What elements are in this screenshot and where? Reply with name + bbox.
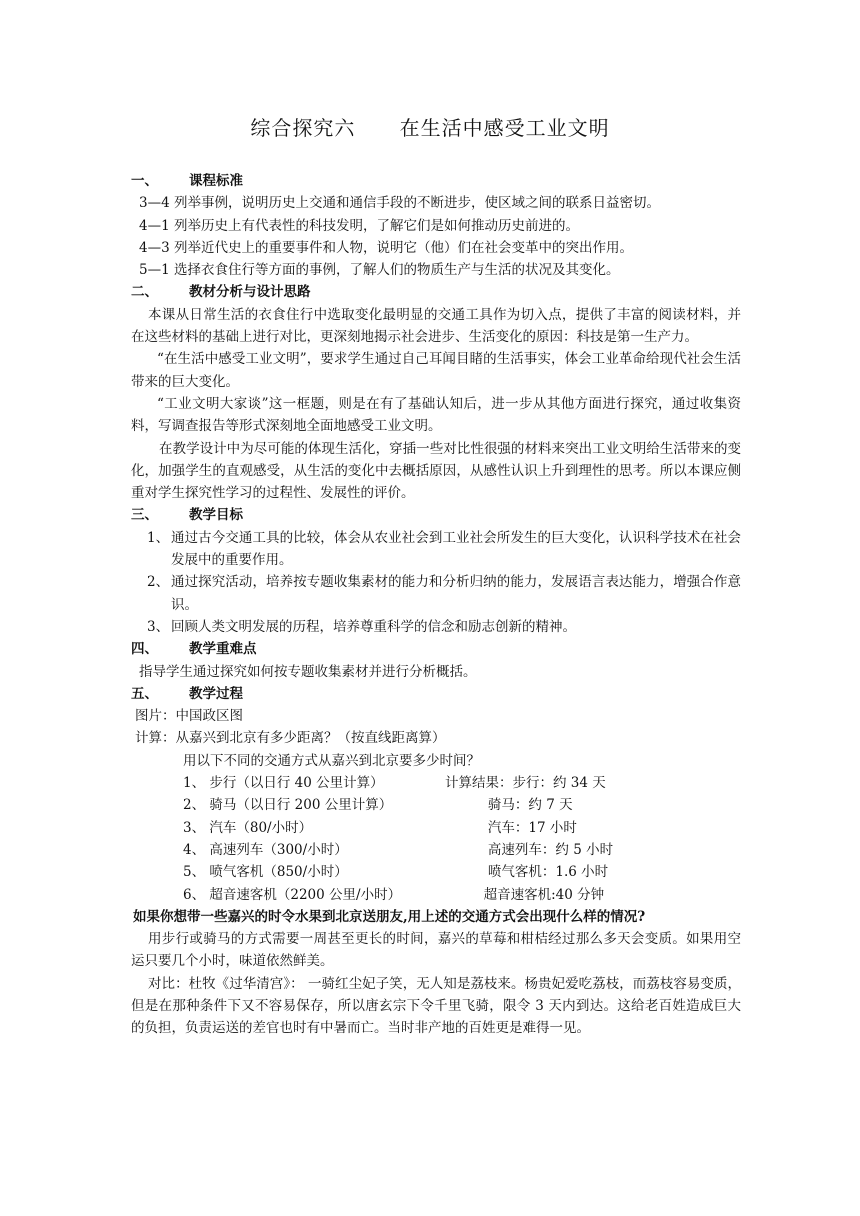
goal-item [131, 616, 741, 638]
goal-item [131, 571, 741, 616]
analysis-paragraph: “在生活中感受工业文明”，要求学生通过自己耳闻目睹的生活事实，体会工业革命给现代社会生活带来的巨大变化。 [131, 351, 741, 390]
standard-item: 4—1 列举历史上有代表性的科技发明，了解它们是如何推动历史前进的。 [139, 217, 579, 234]
calc-result: 高速列车：约 5 小时 [445, 841, 614, 858]
standard-item: 3—4 列举事例，说明历史上交通和通信手段的不断进步，使区域之间的联系日益密切。 [139, 195, 660, 212]
calc-result: 汽车：17 小时 [445, 819, 577, 836]
standard-item: 5—1 选择衣食住行等方面的事例，了解人们的物质生产与生活的状况及其变化。 [139, 262, 620, 279]
transport-mode: 2、 骑马（以日行 200 公里计算） [183, 797, 393, 814]
analysis-paragraph: “工业文明大家谈”这一框题，则是在有了基础认知后，进一步从其他方面进行探究，通过收集资料，写调查报告等形式深刻地全面地感受工业文明。 [131, 395, 741, 435]
contrast-paragraph: 对比：杜牧《过华清宫》： 一骑红尘妃子笑，无人知是荔枝来。杨贵妃爱吃荔枝，而荔枝容易变质，但是在那种条件下又不容易保存，所以唐玄宗下令千里飞骑，限令 3 天内到达。这给老百姓造成巨大的负担，负责运送的差官也时有中暑而亡。当时非产地的百姓更是难得一见。 [131, 975, 741, 1037]
page-title: 综合探究六 在生活中感受工业文明 [250, 116, 610, 140]
section-title: 课程标准 [189, 173, 243, 189]
goal-text: 通过古今交通工具的比较，体会从农业社会到工业社会所发生的巨大变化，认识科学技术在社会发展中的重要作用。 [171, 529, 741, 569]
calc-row [131, 794, 741, 816]
calc-row [131, 861, 741, 883]
answer-paragraph: 用步行或骑马的方式需要一周甚至更长的时间，嘉兴的草莓和柑桔经过那么多天会变质。如果用空运只要几个小时，味道依然鲜美。 [131, 931, 741, 970]
goal-number: 2、 [147, 574, 170, 591]
goal-number: 1、 [147, 529, 170, 546]
calc-row [131, 839, 741, 861]
calc-row [131, 884, 741, 906]
section-heading-goals [131, 504, 741, 526]
goal-item [131, 527, 741, 572]
section-heading-standards [131, 170, 741, 192]
transport-mode: 6、 超音速客机（2200 公里/小时） [183, 886, 402, 903]
calc-row [131, 817, 741, 839]
section-number: 二、 [131, 284, 158, 301]
analysis-paragraph: 在教学设计中为尽可能的体现生活化，穿插一些对比性很强的材料来突出工业文明给生活带来的变化，加强学生的直观感受，从生活的变化中去概括原因，从感性认识上升到理性的思考。所以本课应侧重对学生探究性学习的过程性、发展性的评价。 [131, 440, 741, 502]
section-number: 三、 [131, 507, 158, 524]
section-heading-keypoints [131, 638, 741, 660]
transport-mode: 5、 喷气客机（850/小时） [183, 864, 348, 881]
calc-result: 喷气客机：1.6 小时 [445, 864, 609, 881]
calc-subline: 用以下不同的交通方式从嘉兴到北京要多少时间？ [183, 752, 480, 769]
calc-result: 超音速客机:40 分钟 [445, 886, 605, 903]
calc-result: 骑马：约 7 天 [445, 797, 573, 814]
transport-mode: 1、 步行（以日行 40 公里计算） [183, 775, 384, 792]
calc-result: 计算结果：步行：约 34 天 [445, 775, 606, 792]
section-heading-analysis [131, 281, 741, 303]
calc-line: 计算：从嘉兴到北京有多少距离？（按直线距离算） [135, 730, 446, 747]
analysis-paragraph: 本课从日常生活的衣食住行中选取变化最明显的交通工具作为切入点，提供了丰富的阅读材料，并在这些材料的基础上进行对比，更深刻地揭示社会进步、生活变化的原因：科技是第一生产力。 [131, 306, 741, 346]
transport-mode: 3、 汽车（80/小时） [183, 819, 313, 836]
section-number: 五、 [131, 685, 158, 702]
section-number: 四、 [131, 641, 158, 658]
keypoint-text: 指导学生通过探究如何按专题收集素材并进行分析概括。 [139, 663, 477, 680]
goal-text: 通过探究活动，培养按专题收集素材的能力和分析归纳的能力，发展语言表达能力，增强合作意识。 [171, 574, 741, 613]
section-title: 教学过程 [189, 685, 243, 702]
picture-line: 图片：中国政区图 [135, 708, 243, 725]
section-number: 一、 [131, 173, 158, 189]
question-line: 如果你想带一些嘉兴的时令水果到北京送朋友,用上述的交通方式会出现什么样的情况? [133, 908, 646, 925]
goal-number: 3、 [147, 618, 170, 635]
document-body [131, 170, 741, 1040]
calc-row [131, 772, 741, 794]
goal-text: 回顾人类文明发展的历程，培养尊重科学的信念和励志创新的精神。 [171, 618, 576, 635]
section-title: 教学重难点 [189, 641, 257, 658]
standard-item: 4—3 列举近代史上的重要事件和人物，说明它（他）们在社会变革中的突出作用。 [139, 239, 633, 256]
section-title: 教材分析与设计思路 [189, 284, 311, 301]
section-heading-process [131, 683, 741, 705]
section-title: 教学目标 [189, 507, 243, 524]
transport-mode: 4、 高速列车（300/小时） [183, 841, 348, 858]
